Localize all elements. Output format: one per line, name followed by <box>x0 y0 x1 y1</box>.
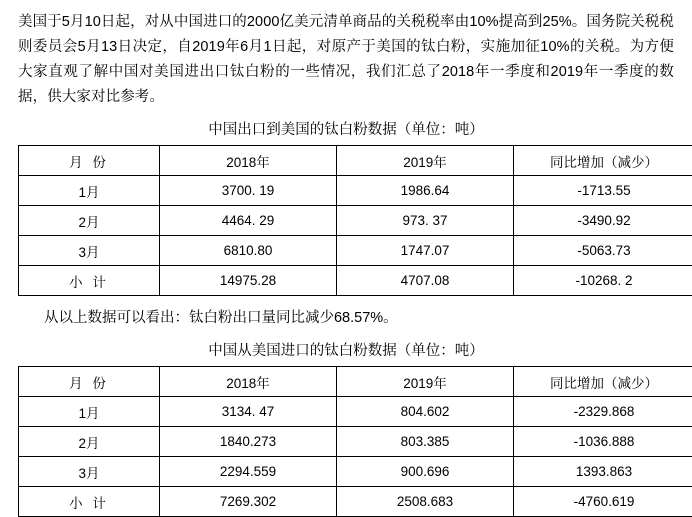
cell-2019: 804.602 <box>337 397 514 427</box>
cell-2018: 3700. 19 <box>160 176 337 206</box>
column-header-month: 月 份 <box>19 146 160 176</box>
column-header-2018: 2018年 <box>160 146 337 176</box>
import-table <box>18 366 692 517</box>
cell-month: 3月 <box>19 236 160 266</box>
column-header-change: 同比增加（减少） <box>514 367 692 397</box>
cell-total-change: -4760.619 <box>514 487 692 517</box>
table-row <box>19 206 692 236</box>
table-row <box>19 236 692 266</box>
cell-total-label: 小 计 <box>19 266 160 296</box>
table-row <box>19 176 692 206</box>
cell-change: -3490.92 <box>514 206 692 236</box>
column-header-month: 月 份 <box>19 367 160 397</box>
cell-month: 2月 <box>19 427 160 457</box>
cell-month: 2月 <box>19 206 160 236</box>
table-row <box>19 427 692 457</box>
cell-change: -5063.73 <box>514 236 692 266</box>
cell-month: 1月 <box>19 176 160 206</box>
cell-2019: 803.385 <box>337 427 514 457</box>
cell-2018: 1840.273 <box>160 427 337 457</box>
column-header-2019: 2019年 <box>337 146 514 176</box>
cell-2018: 2294.559 <box>160 457 337 487</box>
export-table-title: 中国出口到美国的钛白粉数据（单位：吨） <box>18 119 674 141</box>
table-header-row <box>19 367 692 397</box>
cell-change: -2329.868 <box>514 397 692 427</box>
intro-paragraph: 美国于5月10日起，对从中国进口的2000亿美元清单商品的关税税率由10%提高到25%。国务院关税税则委员会5月13日决定，自2019年6月1日起，对原产于美国的钛白粉，实施加征10%的关税。为方便大家直观了解中国对美国进出口钛白粉的一些情况，我们汇总了2018年一季度和2019年一季度的数据，供大家对比参考。 <box>18 10 674 110</box>
table-row <box>19 457 692 487</box>
cell-total-2019: 4707.08 <box>337 266 514 296</box>
cell-2018: 6810.80 <box>160 236 337 266</box>
cell-total-2019: 2508.683 <box>337 487 514 517</box>
table-total-row <box>19 487 692 517</box>
cell-total-label: 小 计 <box>19 487 160 517</box>
middle-note: 从以上数据可以看出：钛白粉出口量同比减少68.57%。 <box>18 306 674 331</box>
cell-month: 1月 <box>19 397 160 427</box>
cell-total-change: -10268. 2 <box>514 266 692 296</box>
column-header-2019: 2019年 <box>337 367 514 397</box>
table-header-row <box>19 146 692 176</box>
cell-total-2018: 14975.28 <box>160 266 337 296</box>
column-header-2018: 2018年 <box>160 367 337 397</box>
cell-month: 3月 <box>19 457 160 487</box>
cell-2019: 1747.07 <box>337 236 514 266</box>
cell-2019: 1986.64 <box>337 176 514 206</box>
column-header-change: 同比增加（减少） <box>514 146 692 176</box>
cell-2019: 900.696 <box>337 457 514 487</box>
table-total-row <box>19 266 692 296</box>
table-row <box>19 397 692 427</box>
cell-total-2018: 7269.302 <box>160 487 337 517</box>
cell-2019: 973. 37 <box>337 206 514 236</box>
cell-change: -1036.888 <box>514 427 692 457</box>
cell-change: -1713.55 <box>514 176 692 206</box>
cell-change: 1393.863 <box>514 457 692 487</box>
import-table-title: 中国从美国进口的钛白粉数据（单位：吨） <box>18 340 674 362</box>
cell-2018: 3134. 47 <box>160 397 337 427</box>
export-table <box>18 145 692 296</box>
cell-2018: 4464. 29 <box>160 206 337 236</box>
